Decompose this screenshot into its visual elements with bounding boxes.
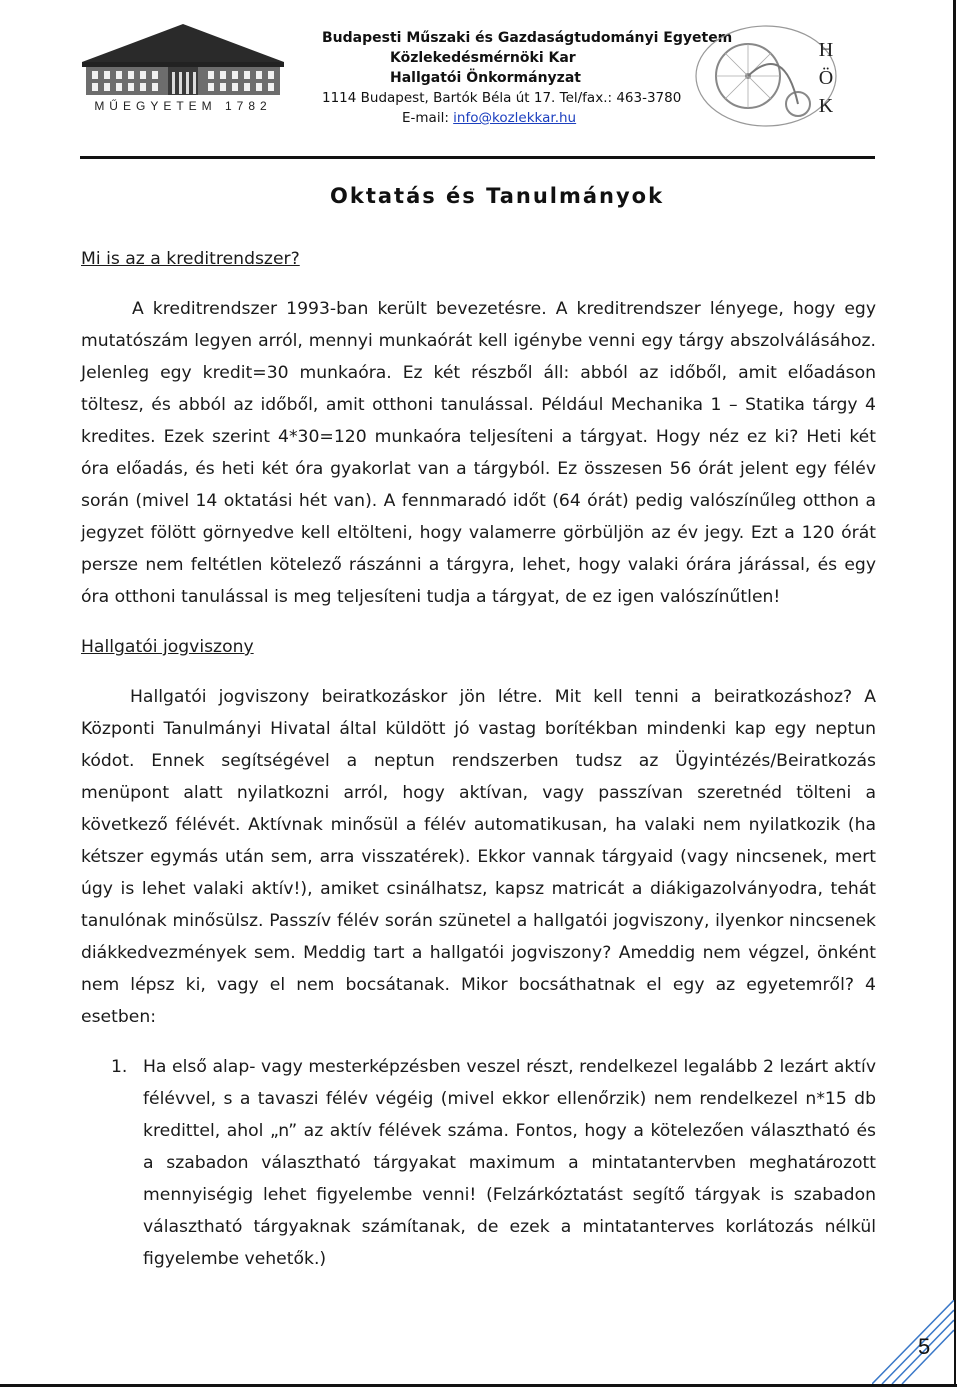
page-border-bottom	[0, 1384, 957, 1387]
university-building-logo	[78, 22, 288, 114]
section-heading-credit-system: Mi is az a kreditrendszer?	[81, 249, 300, 269]
logo-letter-h: H	[818, 39, 834, 61]
header-contact-block	[322, 28, 733, 128]
letterhead	[0, 0, 960, 160]
logo-letter-o: Ö	[818, 67, 834, 89]
header-email-line	[322, 108, 702, 128]
page-title: Oktatás és Tanulmányok	[330, 184, 665, 208]
page-border-right	[953, 0, 956, 1384]
paragraph-student-status: Hallgatói jogviszony beiratkozáskor jön létre. Mit kell tenni a beiratkozáshoz? A Központi Tanulmányi Hivatal által küldött jó vastag borítékban mindenki kap egy neptun kódot. Ennek segítségével a neptun rendszerben tudsz az Ügyintézés/Beiratkozás menüpont alatt nyilatkozni arról, hogy aktívan, vagy passzívan szeretnéd tölteni a következő félévét. Aktívnak minősül a félév automatikusan, ha valaki nem nyilatkozik (ha kétszer egymás után sem, arra visszatérek). Ekkor vannak tárgyaid (vagy nincsenek, mert úgy is lehet valaki aktív!), amiket csinálhatsz, kapsz matricát a diákigazolványodra, tehát tanulónak minősülsz. Passzív félév során szünetel a hallgatói jogviszony, ilyenkor nincsenek diákkedvezmények sem. Meddig tart a hallgatói jogviszony? Ameddig nem végzel, önként nem lépsz ki, vagy el nem bocsátanak. Mikor bocsáthatnak el egy az egyetemről? 4 esetben:	[81, 687, 876, 1027]
list-item-number: 1.	[111, 1057, 128, 1077]
university-name: Budapesti Műszaki és Gazdaságtudományi Egyetem	[322, 30, 733, 46]
dismissal-cases-list	[81, 1051, 876, 1275]
header-divider	[80, 156, 875, 159]
email-link[interactable]: info@kozlekkar.hu	[453, 110, 577, 126]
hok-bicycle-logo	[694, 22, 856, 130]
header-address: 1114 Budapest, Bartók Béla út 17. Tel/fax.: 463-3780	[322, 90, 682, 106]
paragraph-credit-system: A kreditrendszer 1993-ban került bevezetésre. A kreditrendszer lényege, hogy egy mutatószám legyen arról, mennyi munkaórát kell igénybe venni egy tárgy abszolválásához. Jelenleg egy kredit=30 munkaóra. Ez két részből áll: abból az időből, amit előadáson töltesz, és abból az időből, amit otthoni tanulással. Például Mechanika 1 – Statika tárgy 4 kredites. Ezek szerint 4*30=120 munkaóra teljesíteni a tárgyat. Hogy néz ez ki? Heti két óra előadás, és heti két óra gyakorlat van a tárgyból. Ez összesen 56 órát jelent egy félév során (mivel 14 oktatási hét van). A fennmaradó időt (64 órát) pedig valószínűleg otthon a jegyzet fölött görnyedve kell eltölteni, hogy valamerre görbüljön az év jegy. Ezt a 120 órát persze nem feltétlen kötelező rászánni a tárgyra, lehet, hogy valaki órára járással, és egy óra otthoni tanulással is meg teljesíteni tudja a tárgyat, de ez igen valószínűtlen!	[81, 299, 876, 607]
document-body	[81, 243, 876, 1275]
page-number-badge	[872, 1300, 954, 1384]
student-union-name: Hallgatói Önkormányzat	[390, 70, 581, 86]
section-heading-student-status: Hallgatói jogviszony	[81, 637, 254, 657]
list-item-text: Ha első alap- vagy mesterképzésben veszel részt, rendelkezel legalább 2 lezárt aktív félévvel, s a tavaszi félév végéig (mivel ekkor ellenőrzik) nem rendelkezel n*15 db kredittel, ahol „n” az aktív félévek száma. Fontos, hogy a kötelezően választható és a szabadon választható tárgyakat maximum a mintatantervben meghatározott mennyiségig lehet figyelembe venni! (Felzárkóztatást segítő tárgyak is szabadon választható tárgyaknak számítanak, de ezek a mintatanterves korlátozás nélkül figyelembe vehetők.)	[143, 1057, 876, 1269]
list-item	[81, 1051, 876, 1275]
page-number: 5	[918, 1334, 931, 1359]
faculty-name: Közlekedésmérnöki Kar	[390, 50, 576, 66]
email-label: E-mail:	[402, 110, 454, 126]
logo-letter-k: K	[818, 95, 834, 117]
left-logo-caption: MŰEGYETEM 1782	[94, 99, 272, 113]
